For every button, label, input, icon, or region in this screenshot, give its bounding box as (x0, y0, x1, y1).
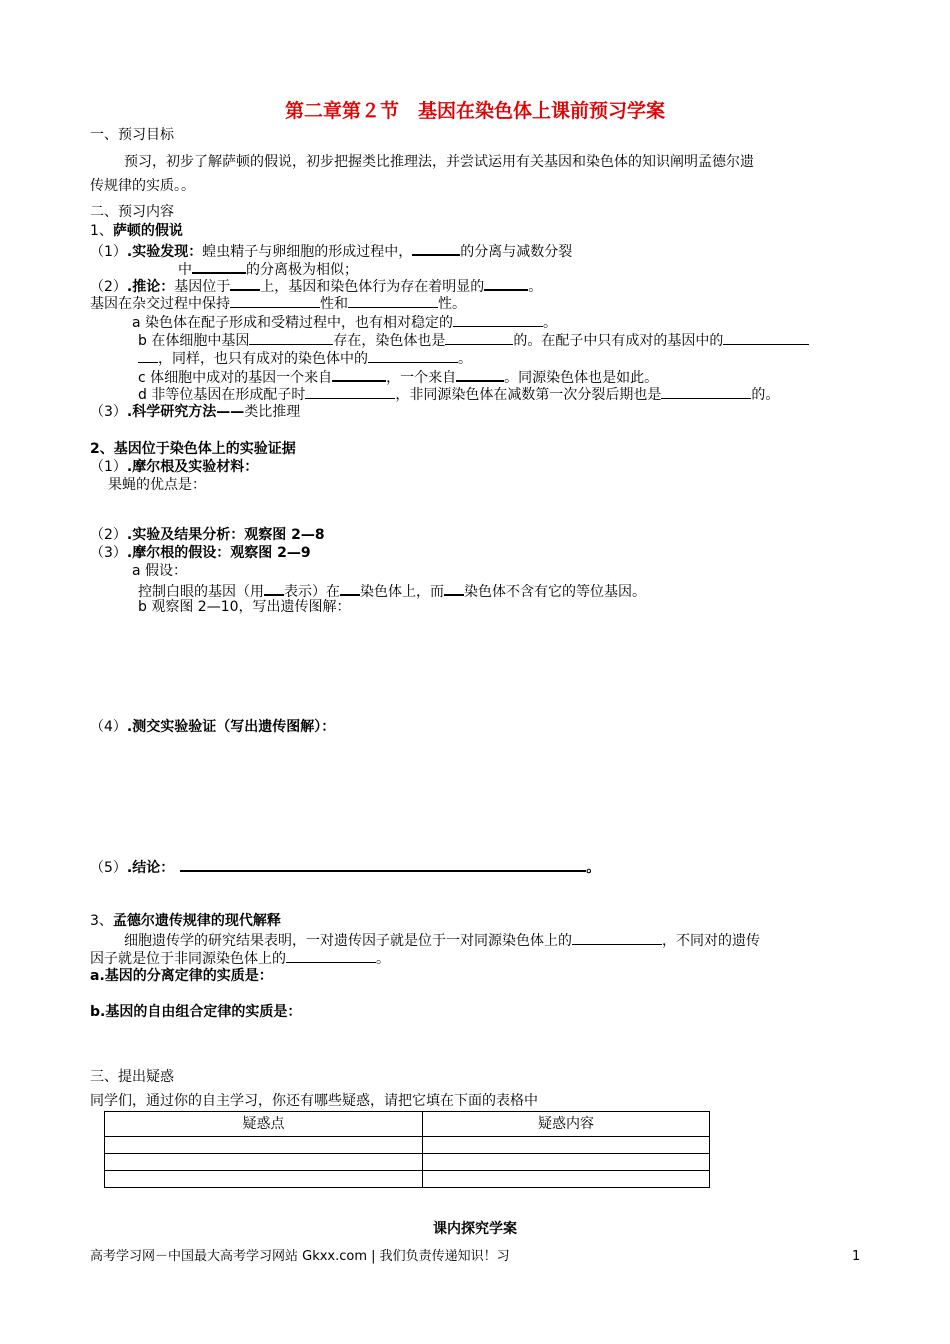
fill-blank[interactable] (348, 293, 438, 308)
q3-paragraph-line1: 细胞遗传学的研究结果表明，一对遗传因子就是位于一对同源染色体上的 ，不同对的遗传 (124, 930, 760, 950)
q1-experiment-line2: 中 的分离极为相似； (178, 258, 358, 279)
questions-table (104, 1111, 710, 1188)
questions-intro: 同学们，通过你的自主学习，你还有哪些疑惑，请把它填在下面的表格中 (90, 1093, 538, 1109)
table-row (105, 1154, 710, 1171)
fill-blank[interactable] (445, 330, 513, 345)
table-cell[interactable] (423, 1137, 710, 1154)
fill-blank[interactable] (305, 384, 395, 399)
table-cell[interactable] (105, 1171, 423, 1188)
q2-morgan-line: （1）.摩尔根及实验材料： (90, 459, 259, 475)
next-section-title: 课内探究学案 (433, 1221, 517, 1237)
fill-blank[interactable] (572, 930, 662, 945)
page-number: 1 (852, 1249, 861, 1264)
q2-experiment-line: （2）.实验及结果分析：观察图 2—8 (90, 527, 325, 543)
q2-title: 2、基因位于染色体上的实验证据 (90, 441, 296, 457)
fill-blank[interactable] (180, 856, 586, 872)
section-heading-goals: 一、预习目标 (90, 127, 174, 143)
q2-hypothesis-a-text: 控制白眼的基因（用 表示）在 染色体上，而 染色体不含有它的等位基因。 (138, 580, 646, 601)
q1-point-c: c 体细胞中成对的基因一个来自 ，一个来自 。同源染色体也是如此。 (138, 366, 658, 387)
table-header-point: 疑惑点 (105, 1112, 423, 1137)
q2-hypothesis-line: （3）.摩尔根的假设：观察图 2—9 (90, 545, 311, 561)
q3-title: 3、孟德尔遗传规律的现代解释 (90, 913, 281, 929)
fill-blank[interactable] (332, 366, 386, 382)
table-cell[interactable] (105, 1137, 423, 1154)
fill-blank[interactable] (456, 366, 504, 382)
q2-fruitfly-advantage: 果蝇的优点是： (108, 477, 206, 493)
goals-paragraph-line1: 预习，初步了解萨顿的假说，初步把握类比推理法，并尝试运用有关基因和染色体的知识阐明孟德尔遗 (124, 154, 754, 170)
q1-point-d: d 非等位基因在形成配子时 ，非同源染色体在减数第一次分裂后期也是 的。 (138, 384, 779, 404)
q2-testcross-line: （4）.测交实验验证（写出遗传图解）： (90, 719, 336, 735)
q3-paragraph-line2: 因子就是位于非同源染色体上的 。 (90, 948, 390, 968)
q1-point-a: a 染色体在配子形成和受精过程中，也有相对稳定的 。 (132, 312, 557, 332)
q3-segregation-law: a.基因的分离定律的实质是： (90, 968, 273, 984)
q3-independent-assortment: b.基因的自由组合定律的实质是： (90, 1004, 302, 1020)
fill-blank[interactable] (412, 240, 460, 256)
table-cell[interactable] (105, 1154, 423, 1171)
table-header-content: 疑惑内容 (423, 1112, 710, 1137)
fill-blank[interactable] (723, 330, 809, 345)
fill-blank[interactable] (230, 293, 320, 308)
fill-blank[interactable] (230, 275, 260, 291)
table-cell[interactable] (423, 1154, 710, 1171)
fill-blank[interactable] (192, 258, 246, 274)
table-cell[interactable] (423, 1171, 710, 1188)
table-row (105, 1171, 710, 1188)
q1-point-b-cont: ，同样，也只有成对的染色体中的 。 (138, 348, 472, 368)
footer-text: 高考学习网－中国最大高考学习网站 Gkxx.com | 我们负责传递知识！习 (90, 1249, 510, 1264)
q1-experiment-line: （1）.实验发现：蝗虫精子与卵细胞的形成过程中， 的分离与减数分裂 (90, 240, 572, 261)
fill-blank[interactable] (484, 275, 528, 291)
fill-blank[interactable] (286, 948, 376, 963)
section-heading-content: 二、预习内容 (90, 204, 174, 220)
fill-blank[interactable] (264, 580, 284, 596)
section-heading-questions: 三、提出疑惑 (90, 1069, 174, 1085)
q2-hypothesis-a: a 假设： (132, 563, 188, 579)
q1-point-b: b 在体细胞中基因 存在，染色体也是 的。在配子中只有成对的基因中的 (138, 330, 809, 350)
q1-title: 1、萨顿的假说 (90, 223, 183, 239)
fill-blank[interactable] (368, 348, 458, 363)
q1-hybrid-line: 基因在杂交过程中保持 性和 性。 (90, 293, 466, 313)
q1-method-line: （3）.科学研究方法——类比推理 (90, 404, 301, 420)
fill-blank[interactable] (453, 312, 543, 327)
q2-hypothesis-b: b 观察图 2—10，写出遗传图解： (138, 599, 351, 615)
table-row (105, 1137, 710, 1154)
goals-paragraph-line2: 传规律的实质。。 (90, 178, 195, 194)
fill-blank[interactable] (661, 384, 751, 399)
fill-blank[interactable] (249, 330, 333, 345)
fill-blank[interactable] (340, 580, 360, 596)
q1-inference-line: （2）.推论：基因位于 上，基因和染色体行为存在着明显的 。 (90, 275, 542, 296)
fill-blank[interactable] (138, 348, 158, 363)
page-title: 第二章第２节 基因在染色体上课前预习学案 (284, 100, 665, 122)
fill-blank[interactable] (444, 580, 464, 596)
q2-conclusion-line: （5）.结论： 。 (90, 856, 600, 877)
